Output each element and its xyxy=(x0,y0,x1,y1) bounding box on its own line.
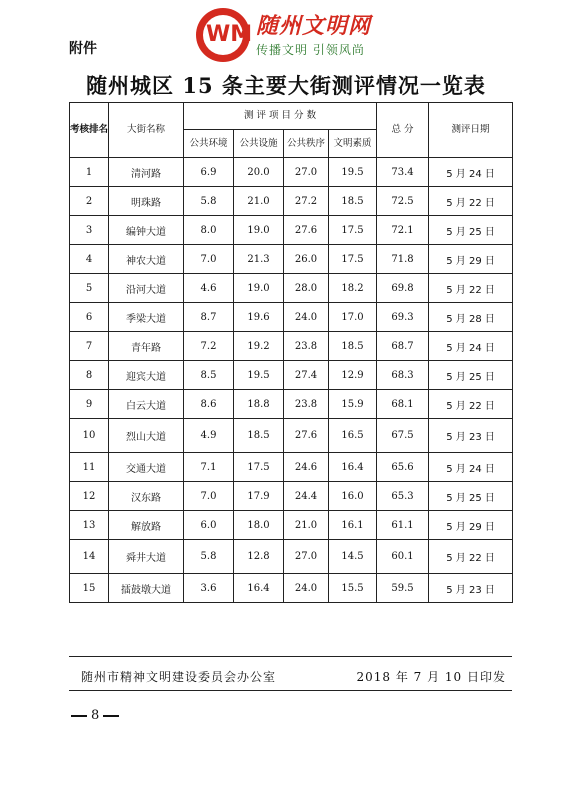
cell-total: 72.1 xyxy=(377,216,429,245)
cell-order: 24.0 xyxy=(284,303,329,332)
header-date: 测评日期 xyxy=(429,103,513,158)
cell-env: 8.7 xyxy=(184,303,234,332)
cell-rank: 11 xyxy=(70,453,109,482)
logo-slogan: 传播文明 引领风尚 xyxy=(256,43,365,57)
cell-total: 69.3 xyxy=(377,303,429,332)
cell-facility: 19.6 xyxy=(234,303,284,332)
cell-civility: 15.5 xyxy=(329,574,377,603)
cell-order: 24.6 xyxy=(284,453,329,482)
cell-street: 交通大道 xyxy=(109,453,184,482)
cell-total: 68.1 xyxy=(377,390,429,419)
cell-total: 68.7 xyxy=(377,332,429,361)
cell-total: 65.6 xyxy=(377,453,429,482)
cell-rank: 15 xyxy=(70,574,109,603)
cell-rank: 6 xyxy=(70,303,109,332)
cell-street: 神农大道 xyxy=(109,245,184,274)
issue-date: 2018 年 7 月 10 日印发 xyxy=(356,670,506,684)
cell-facility: 18.0 xyxy=(234,511,284,540)
table-row xyxy=(70,482,513,511)
cell-rank: 3 xyxy=(70,216,109,245)
cell-civility: 17.5 xyxy=(329,216,377,245)
cell-facility: 19.0 xyxy=(234,216,284,245)
evaluation-table xyxy=(69,102,513,603)
logo-emblem-icon xyxy=(196,8,253,62)
logo-mark: WM xyxy=(206,22,253,47)
table-row xyxy=(70,216,513,245)
cell-order: 27.0 xyxy=(284,540,329,574)
cell-order: 27.6 xyxy=(284,419,329,453)
cell-env: 3.6 xyxy=(184,574,234,603)
cell-facility: 21.0 xyxy=(234,187,284,216)
cell-facility: 18.5 xyxy=(234,419,284,453)
table-row xyxy=(70,274,513,303)
cell-date: 5 月 29 日 xyxy=(429,245,513,274)
page-title: 随州城区 15 条主要大街测评情况一览表 xyxy=(86,73,486,98)
attachment-label: 附件 xyxy=(69,41,97,57)
cell-order: 27.2 xyxy=(284,187,329,216)
cell-street: 青年路 xyxy=(109,332,184,361)
footer-rule-bottom xyxy=(69,690,512,691)
cell-order: 26.0 xyxy=(284,245,329,274)
cell-facility: 12.8 xyxy=(234,540,284,574)
cell-street: 沿河大道 xyxy=(109,274,184,303)
cell-rank: 5 xyxy=(70,274,109,303)
header-env: 公共环境 xyxy=(184,130,234,158)
cell-total: 65.3 xyxy=(377,482,429,511)
cell-env: 7.0 xyxy=(184,245,234,274)
page-number-value: 8 xyxy=(91,708,100,723)
cell-total: 61.1 xyxy=(377,511,429,540)
cell-date: 5 月 22 日 xyxy=(429,274,513,303)
cell-order: 24.0 xyxy=(284,574,329,603)
cell-facility: 19.0 xyxy=(234,274,284,303)
table-body xyxy=(70,158,513,603)
cell-rank: 13 xyxy=(70,511,109,540)
cell-rank: 8 xyxy=(70,361,109,390)
cell-date: 5 月 25 日 xyxy=(429,361,513,390)
cell-date: 5 月 25 日 xyxy=(429,216,513,245)
cell-street: 白云大道 xyxy=(109,390,184,419)
cell-env: 5.8 xyxy=(184,187,234,216)
cell-civility: 16.1 xyxy=(329,511,377,540)
cell-env: 6.9 xyxy=(184,158,234,187)
table-row xyxy=(70,245,513,274)
cell-order: 24.4 xyxy=(284,482,329,511)
cell-facility: 17.5 xyxy=(234,453,284,482)
cell-street: 舜井大道 xyxy=(109,540,184,574)
cell-facility: 20.0 xyxy=(234,158,284,187)
cell-street: 汉东路 xyxy=(109,482,184,511)
cell-street: 烈山大道 xyxy=(109,419,184,453)
cell-civility: 15.9 xyxy=(329,390,377,419)
cell-total: 68.3 xyxy=(377,361,429,390)
cell-date: 5 月 24 日 xyxy=(429,158,513,187)
cell-date: 5 月 29 日 xyxy=(429,511,513,540)
cell-env: 6.0 xyxy=(184,511,234,540)
cell-date: 5 月 23 日 xyxy=(429,574,513,603)
cell-rank: 9 xyxy=(70,390,109,419)
header-total: 总 分 xyxy=(377,103,429,158)
cell-civility: 12.9 xyxy=(329,361,377,390)
cell-civility: 18.2 xyxy=(329,274,377,303)
cell-total: 59.5 xyxy=(377,574,429,603)
cell-date: 5 月 28 日 xyxy=(429,303,513,332)
cell-street: 编钟大道 xyxy=(109,216,184,245)
table-row xyxy=(70,303,513,332)
table-row xyxy=(70,511,513,540)
cell-rank: 4 xyxy=(70,245,109,274)
cell-street: 季梁大道 xyxy=(109,303,184,332)
cell-civility: 14.5 xyxy=(329,540,377,574)
cell-total: 60.1 xyxy=(377,540,429,574)
table-row xyxy=(70,332,513,361)
cell-order: 28.0 xyxy=(284,274,329,303)
header-street: 大街名称 xyxy=(109,103,184,158)
table-row xyxy=(70,419,513,453)
issuing-office: 随州市精神文明建设委员会办公室 xyxy=(81,670,277,684)
cell-street: 擂鼓墩大道 xyxy=(109,574,184,603)
cell-order: 27.4 xyxy=(284,361,329,390)
table-row xyxy=(70,574,513,603)
cell-order: 23.8 xyxy=(284,332,329,361)
cell-street: 迎宾大道 xyxy=(109,361,184,390)
cell-order: 27.0 xyxy=(284,158,329,187)
logo-site-name: 随州文明网 xyxy=(256,14,372,39)
footer-rule-top xyxy=(69,656,512,657)
cell-civility: 17.5 xyxy=(329,245,377,274)
cell-civility: 16.0 xyxy=(329,482,377,511)
cell-env: 8.0 xyxy=(184,216,234,245)
site-logo xyxy=(196,6,382,64)
cell-facility: 19.5 xyxy=(234,361,284,390)
cell-facility: 17.9 xyxy=(234,482,284,511)
cell-env: 7.2 xyxy=(184,332,234,361)
cell-env: 7.0 xyxy=(184,482,234,511)
cell-rank: 10 xyxy=(70,419,109,453)
cell-street: 明珠路 xyxy=(109,187,184,216)
cell-civility: 19.5 xyxy=(329,158,377,187)
cell-facility: 21.3 xyxy=(234,245,284,274)
cell-total: 67.5 xyxy=(377,419,429,453)
cell-facility: 16.4 xyxy=(234,574,284,603)
cell-facility: 19.2 xyxy=(234,332,284,361)
header-score-group: 测 评 项 目 分 数 xyxy=(184,103,377,130)
page-number xyxy=(67,708,123,723)
table-row xyxy=(70,540,513,574)
header-facility: 公共设施 xyxy=(234,130,284,158)
table-row xyxy=(70,361,513,390)
cell-env: 8.6 xyxy=(184,390,234,419)
cell-date: 5 月 24 日 xyxy=(429,332,513,361)
table-row xyxy=(70,187,513,216)
cell-env: 7.1 xyxy=(184,453,234,482)
cell-date: 5 月 22 日 xyxy=(429,187,513,216)
cell-order: 23.8 xyxy=(284,390,329,419)
cell-rank: 1 xyxy=(70,158,109,187)
cell-date: 5 月 22 日 xyxy=(429,540,513,574)
cell-rank: 14 xyxy=(70,540,109,574)
table-row xyxy=(70,158,513,187)
cell-total: 73.4 xyxy=(377,158,429,187)
cell-order: 21.0 xyxy=(284,511,329,540)
cell-civility: 16.5 xyxy=(329,419,377,453)
cell-env: 5.8 xyxy=(184,540,234,574)
cell-date: 5 月 23 日 xyxy=(429,419,513,453)
table-row xyxy=(70,390,513,419)
table-row xyxy=(70,453,513,482)
cell-env: 4.6 xyxy=(184,274,234,303)
cell-total: 69.8 xyxy=(377,274,429,303)
header-rank: 考核排名 xyxy=(70,103,109,158)
cell-total: 71.8 xyxy=(377,245,429,274)
cell-date: 5 月 22 日 xyxy=(429,390,513,419)
cell-street: 清河路 xyxy=(109,158,184,187)
cell-rank: 7 xyxy=(70,332,109,361)
cell-rank: 2 xyxy=(70,187,109,216)
cell-civility: 18.5 xyxy=(329,187,377,216)
cell-street: 解放路 xyxy=(109,511,184,540)
cell-facility: 18.8 xyxy=(234,390,284,419)
cell-civility: 17.0 xyxy=(329,303,377,332)
cell-env: 4.9 xyxy=(184,419,234,453)
header-order: 公共秩序 xyxy=(284,130,329,158)
cell-date: 5 月 25 日 xyxy=(429,482,513,511)
cell-civility: 18.5 xyxy=(329,332,377,361)
cell-order: 27.6 xyxy=(284,216,329,245)
cell-civility: 16.4 xyxy=(329,453,377,482)
cell-env: 8.5 xyxy=(184,361,234,390)
header-civility: 文明素质 xyxy=(329,130,377,158)
cell-total: 72.5 xyxy=(377,187,429,216)
cell-date: 5 月 24 日 xyxy=(429,453,513,482)
cell-rank: 12 xyxy=(70,482,109,511)
